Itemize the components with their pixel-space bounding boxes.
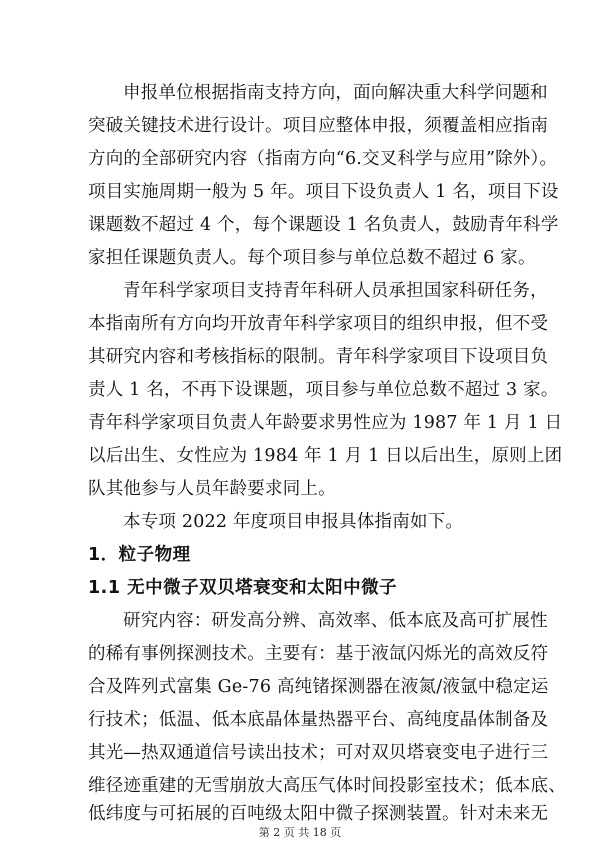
paragraph-1-line-4: 项目实施周期一般为 5 年。项目下设负责人 1 名，项目下设 (88, 182, 559, 202)
subsection-heading-1-1: 1.1 无中微子双贝塔衰变和太阳中微子 (88, 578, 398, 598)
paragraph-2-line-5: 青年科学家项目负责人年龄要求男性应为 1987 年 1 月 1 日 (88, 413, 563, 433)
paragraph-2-line-3: 其研究内容和考核指标的限制。青年科学家项目下设项目负 (88, 347, 549, 367)
paragraph-1-line-3: 方向的全部研究内容（指南方向“6.交叉科学与应用”除外）。 (88, 149, 558, 169)
paragraph-4-line-7: 低纬度与可拓展的百吨级太阳中微子探测装置。针对未来无 (88, 804, 549, 824)
page-number-footer: 第 2 页 共 18 页 (258, 826, 342, 839)
paragraph-2-line-6: 以后出生、女性应为 1984 年 1 月 1 日以后出生，原则上团 (88, 446, 563, 466)
paragraph-1-line-5: 课题数不超过 4 个，每个课题设 1 名负责人，鼓励青年科学 (88, 215, 559, 235)
paragraph-2-line-4: 责人 1 名，不再下设课题，项目参与单位总数不超过 3 家。 (88, 380, 559, 400)
paragraph-3-line-1: 本专项 2022 年度项目申报具体指南如下。 (123, 512, 464, 532)
paragraph-4-line-4: 行技术；低温、低本底晶体量热器平台、高纯度晶体制备及 (88, 710, 549, 730)
paragraph-4-line-2: 的稀有事例探测技术。主要有：基于液氙闪烁光的高效反符 (88, 644, 549, 664)
paragraph-2-line-1: 青年科学家项目支持青年科研人员承担国家科研任务， (123, 281, 548, 301)
paragraph-1-line-2: 突破关键技术进行设计。项目应整体申报，须覆盖相应指南 (88, 116, 549, 136)
paragraph-4-line-6: 维径迹重建的无雪崩放大高压气体时间投影室技术；低本底、 (88, 776, 566, 796)
section-heading-1: 1．粒子物理 (88, 545, 191, 565)
paragraph-2-line-7: 队其他参与人员年龄要求同上。 (88, 479, 336, 499)
paragraph-4-line-3: 合及阵列式富集 Ge-76 高纯锗探测器在液氮/液氩中稳定运 (88, 677, 549, 697)
paragraph-4-line-5: 其光—热双通道信号读出技术；可对双贝塔衰变电子进行三 (88, 743, 549, 763)
paragraph-4-line-1: 研究内容：研发高分辨、高效率、低本底及高可扩展性 (123, 611, 548, 631)
paragraph-1-line-6: 家担任课题负责人。每个项目参与单位总数不超过 6 家。 (88, 248, 536, 268)
paragraph-2-line-2: 本指南所有方向均开放青年科学家项目的组织申报，但不受 (88, 314, 549, 334)
paragraph-1-line-1: 申报单位根据指南支持方向，面向解决重大科学问题和 (123, 83, 548, 103)
